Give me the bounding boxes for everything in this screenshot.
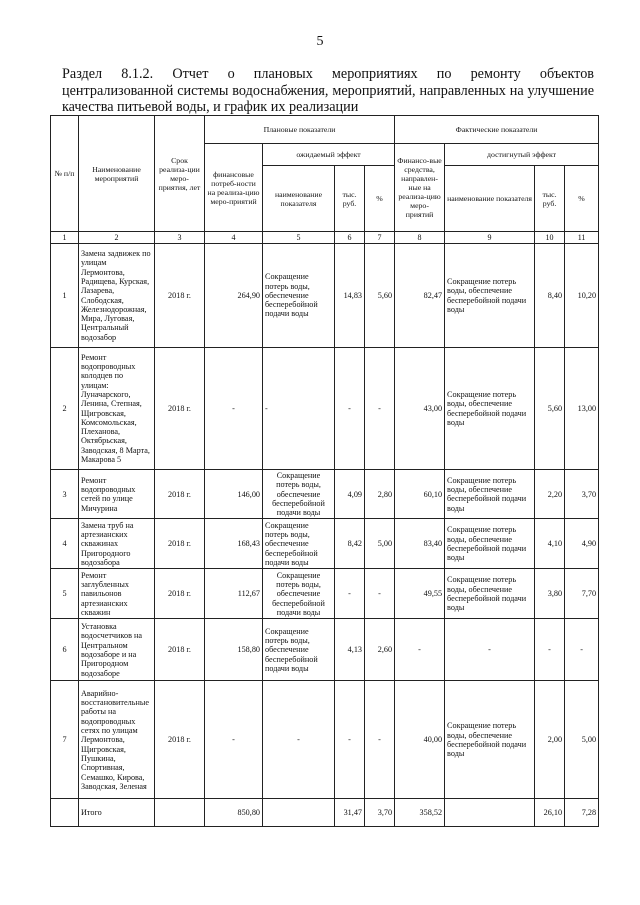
table-row	[51, 619, 599, 681]
row-plan-rub: 4,13	[335, 619, 365, 681]
row-num: 6	[51, 619, 79, 681]
header-fact-fin: Финансо-вые средства, направлен-ные на реализа-цию меро-приятий	[395, 144, 445, 232]
row-plan-pct: 5,60	[365, 244, 395, 348]
row-term: 2018 г.	[155, 470, 205, 519]
row-fact-pct: 5,00	[565, 681, 599, 799]
header-num: № п/п	[51, 116, 79, 232]
report-table	[50, 115, 599, 827]
heading-line: качества питьевой воды, и график их реализации	[62, 99, 359, 115]
row-plan-fin: 168,43	[205, 519, 263, 569]
row-plan-effect: Сокращение потерь воды, обеспечение бесперебойной подачи воды	[263, 569, 335, 619]
row-fact-effect: Сокращение потерь воды, обеспечение бесперебойной подачи воды	[445, 470, 535, 519]
row-fact-effect: Сокращение потерь воды, обеспечение бесперебойной подачи воды	[445, 569, 535, 619]
header-fact-effect-name: наименование показателя	[445, 166, 535, 232]
total-label: Итого	[79, 799, 155, 827]
column-number: 9	[445, 232, 535, 244]
row-fact-fin: -	[395, 619, 445, 681]
column-number: 3	[155, 232, 205, 244]
row-plan-fin: 264,90	[205, 244, 263, 348]
total-plan-fin: 850,80	[205, 799, 263, 827]
heading-line: централизованной системы водоснабжения, мероприятий, направленных на улучшение	[62, 82, 594, 99]
table-row	[51, 244, 599, 348]
column-number: 6	[335, 232, 365, 244]
row-fact-pct: 3,70	[565, 470, 599, 519]
row-term: 2018 г.	[155, 619, 205, 681]
column-number: 10	[535, 232, 565, 244]
row-fact-rub: -	[535, 619, 565, 681]
row-name: Ремонт водопроводных колодцев по улицам: Луначарского, Ленина, Степная, Щигровская, Комсомольская, Плеханова, Октябрьская, Заводская, 8 Марта, Макарова 5	[79, 348, 155, 470]
row-name: Аварийно-восстановительные работы на водопроводных сетях по улицам Лермонтова, Щигровская, Пушкина, Спортивная, Семашко, Кирова, Заводская, Зеленая	[79, 681, 155, 799]
row-fact-fin: 83,40	[395, 519, 445, 569]
section-heading	[62, 66, 594, 116]
row-fact-effect: -	[445, 619, 535, 681]
table-row	[51, 681, 599, 799]
row-fact-fin: 49,55	[395, 569, 445, 619]
column-number: 7	[365, 232, 395, 244]
row-plan-rub: -	[335, 681, 365, 799]
row-name: Ремонт заглубленных павильонов артезианских скважин	[79, 569, 155, 619]
row-plan-effect: Сокращение потерь воды, обеспечение бесперебойной подачи воды	[263, 519, 335, 569]
row-name: Замена труб на артезианских скважинах Пригородного водозабора	[79, 519, 155, 569]
row-term: 2018 г.	[155, 244, 205, 348]
row-plan-fin: 112,67	[205, 569, 263, 619]
row-plan-fin: 146,00	[205, 470, 263, 519]
row-fact-effect: Сокращение потерь воды, обеспечение бесперебойной подачи воды	[445, 681, 535, 799]
row-plan-effect: Сокращение потерь воды, обеспечение бесперебойной подачи воды	[263, 470, 335, 519]
column-number: 5	[263, 232, 335, 244]
column-number: 8	[395, 232, 445, 244]
row-fact-effect: Сокращение потерь воды, обеспечение бесперебойной подачи воды	[445, 348, 535, 470]
row-plan-rub: 14,83	[335, 244, 365, 348]
row-fact-rub: 5,60	[535, 348, 565, 470]
row-plan-pct: 5,00	[365, 519, 395, 569]
row-fact-fin: 82,47	[395, 244, 445, 348]
row-fact-pct: 13,00	[565, 348, 599, 470]
row-plan-rub: -	[335, 569, 365, 619]
row-fact-pct: 7,70	[565, 569, 599, 619]
row-num: 2	[51, 348, 79, 470]
header-plan-rub: тыс. руб.	[335, 166, 365, 232]
table-row	[51, 519, 599, 569]
total-plan-rub: 31,47	[335, 799, 365, 827]
row-plan-effect: Сокращение потерь воды, обеспечение бесперебойной подачи воды	[263, 619, 335, 681]
header-fact-effect: достигнутый эффект	[445, 144, 599, 166]
row-name: Установка водосчетчиков на Центральном водозаборе и на Пригородном водозаборе	[79, 619, 155, 681]
header-term: Срок реализа-ции меро-приятия, лет	[155, 116, 205, 232]
header-plan-group: Плановые показатели	[205, 116, 395, 144]
table-row	[51, 569, 599, 619]
row-plan-fin: -	[205, 348, 263, 470]
header-plan-effect: ожидаемый эффект	[263, 144, 395, 166]
header-plan-fin: финансовые потреб-ности на реализа-цию меро-приятий	[205, 144, 263, 232]
header-plan-pct: %	[365, 166, 395, 232]
row-plan-pct: -	[365, 681, 395, 799]
row-plan-pct: 2,60	[365, 619, 395, 681]
row-num: 1	[51, 244, 79, 348]
total-fact-pct: 7,28	[565, 799, 599, 827]
total-fact-rub: 26,10	[535, 799, 565, 827]
row-name: Замена задвижек по улицам Лермонтова, Радищева, Курская, Лазарева, Слободская, Железнодорожная, Мира, Луговая, Центральный водозабор	[79, 244, 155, 348]
row-name: Ремонт водопроводных сетей по улице Мичурина	[79, 470, 155, 519]
column-number: 2	[79, 232, 155, 244]
row-num: 3	[51, 470, 79, 519]
column-number: 1	[51, 232, 79, 244]
row-plan-fin: -	[205, 681, 263, 799]
total-fact-fin: 358,52	[395, 799, 445, 827]
row-fact-pct: 4,90	[565, 519, 599, 569]
row-fact-pct: -	[565, 619, 599, 681]
column-number: 4	[205, 232, 263, 244]
page-number: 5	[316, 34, 324, 49]
row-fact-fin: 43,00	[395, 348, 445, 470]
row-fact-rub: 4,10	[535, 519, 565, 569]
row-plan-effect: -	[263, 681, 335, 799]
row-fact-fin: 60,10	[395, 470, 445, 519]
row-plan-rub: -	[335, 348, 365, 470]
table-total-row	[51, 799, 599, 827]
row-fact-rub: 3,80	[535, 569, 565, 619]
row-plan-effect: Сокращение потерь воды, обеспечение бесперебойной подачи воды	[263, 244, 335, 348]
row-term: 2018 г.	[155, 519, 205, 569]
row-plan-effect: -	[263, 348, 335, 470]
header-fact-rub: тыс. руб.	[535, 166, 565, 232]
row-fact-rub: 2,00	[535, 681, 565, 799]
row-plan-pct: -	[365, 569, 395, 619]
row-fact-effect: Сокращение потерь воды, обеспечение бесперебойной подачи воды	[445, 519, 535, 569]
table-row	[51, 470, 599, 519]
row-plan-rub: 8,42	[335, 519, 365, 569]
row-plan-pct: 2,80	[365, 470, 395, 519]
row-term: 2018 г.	[155, 348, 205, 470]
row-fact-rub: 2,20	[535, 470, 565, 519]
row-plan-pct: -	[365, 348, 395, 470]
row-num: 7	[51, 681, 79, 799]
row-plan-rub: 4,09	[335, 470, 365, 519]
heading-line: Раздел 8.1.2. Отчет о плановых мероприятиях по ремонту объектов	[62, 66, 594, 82]
column-number: 11	[565, 232, 599, 244]
row-term: 2018 г.	[155, 681, 205, 799]
row-plan-fin: 158,80	[205, 619, 263, 681]
header-name: Наименование мероприятий	[79, 116, 155, 232]
total-plan-pct: 3,70	[365, 799, 395, 827]
header-plan-effect-name: наименование показателя	[263, 166, 335, 232]
row-fact-effect: Сокращение потерь воды, обеспечение бесперебойной подачи воды	[445, 244, 535, 348]
header-fact-pct: %	[565, 166, 599, 232]
row-term: 2018 г.	[155, 569, 205, 619]
row-fact-fin: 40,00	[395, 681, 445, 799]
row-fact-rub: 8,40	[535, 244, 565, 348]
header-fact-group: Фактические показатели	[395, 116, 599, 144]
row-num: 5	[51, 569, 79, 619]
row-num: 4	[51, 519, 79, 569]
table-row	[51, 348, 599, 470]
row-fact-pct: 10,20	[565, 244, 599, 348]
